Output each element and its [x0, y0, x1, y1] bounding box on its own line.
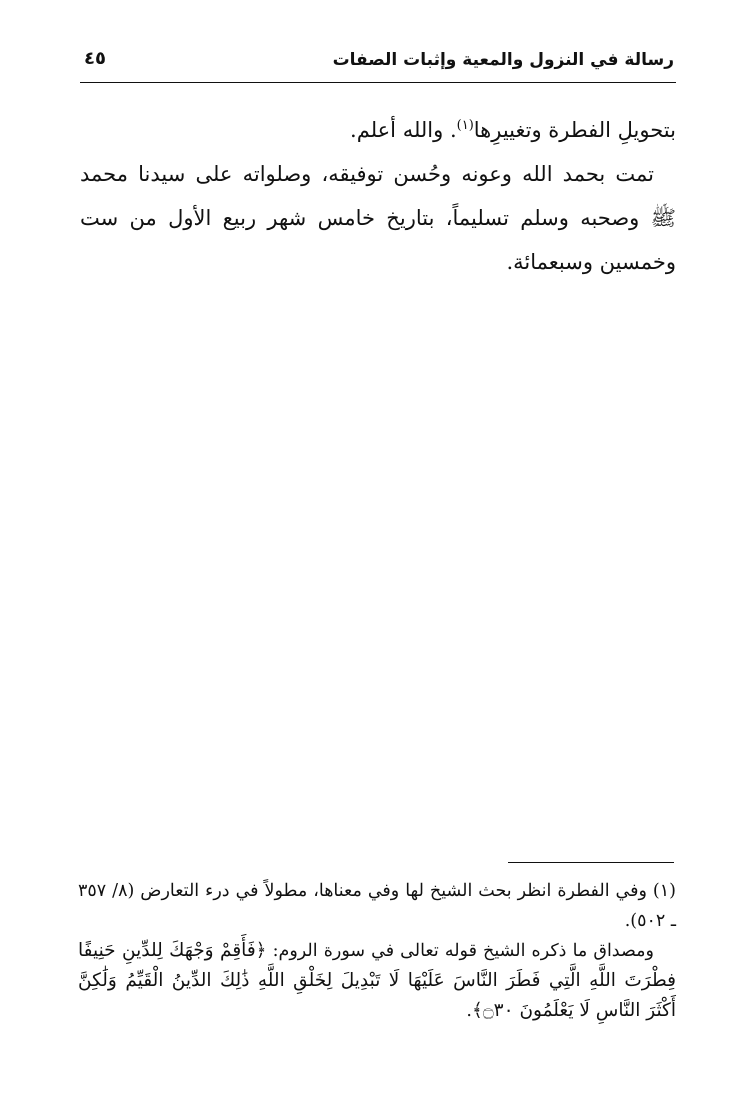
body-paragraph-1 [80, 108, 676, 152]
page-number: ٤٥ [84, 48, 106, 69]
quran-verse: ﴿فَأَقِمْ وَجْهَكَ لِلدِّينِ حَنِيفًا فِطْرَتَ اللَّهِ الَّتِي فَطَرَ النَّاسَ عَلَيْهَا لَا تَبْدِيلَ لِخَلْقِ اللَّهِ ذَٰلِكَ الدِّينُ الْقَيِّمُ وَلَٰكِنَّ أَكْثَرَ النَّاسِ لَا يَعْلَمُونَ ۝٣٠﴾ [78, 940, 676, 1021]
footnotes [78, 876, 676, 1026]
footnote-rule [508, 862, 674, 863]
footnote-1: (١) وفي الفطرة انظر بحث الشيخ لها وفي معناها، مطولاً في درء التعارض (٨/ ٣٥٧ ـ ٥٠٢). [78, 881, 676, 931]
footnote-1-continuation [78, 936, 676, 1026]
main-text [80, 108, 676, 284]
body-paragraph-2: تمت بحمد الله وعونه وحُسن توفيقه، وصلواته على سيدنا محمد ﷺ وصحبه وسلم تسليماً، بتاريخ خامس شهر ربيع الأول من ست وخمسين وسبعمائة. [80, 162, 676, 274]
footnote-1-end: . [466, 1001, 472, 1021]
footnote-marker: (١) [456, 118, 474, 133]
header-rule [80, 82, 676, 83]
running-title: رسالة في النزول والمعية وإثبات الصفات [332, 50, 674, 70]
footnote-1-intro: ومصداق ما ذكره الشيخ قوله تعالى في سورة الروم: [272, 941, 654, 961]
body-paragraph-1-tail: . والله أعلم. [350, 118, 457, 142]
body-paragraph-1-text: بتحويلِ الفطرة وتغييرِها [473, 118, 676, 142]
